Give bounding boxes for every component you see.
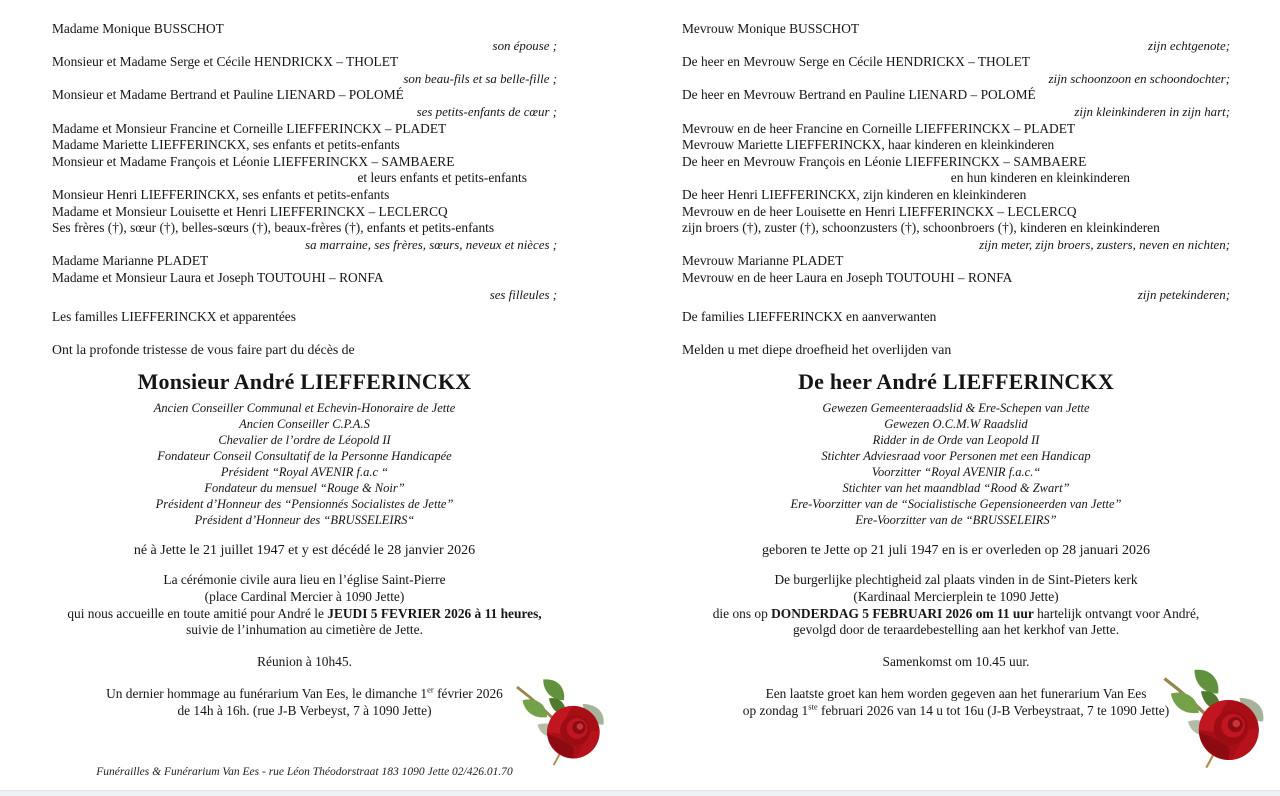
honor-line: Ancien Conseiller Communal et Echevin-Honoraire de Jette (153, 400, 456, 415)
family-line: Madame et Monsieur Francine et Corneille LIEFFERINCKX – PLADET (52, 120, 447, 136)
tribute-line (52, 686, 557, 703)
honor-line: Président d’Honneur des “Pensionnés Socialistes de Jette” (155, 497, 454, 512)
funeral-home-footer: Funérailles & Funérarium Van Ees - rue Léon Théodorstraat 183 1090 Jette 02/426.01.70 (96, 766, 513, 778)
honor-line: Ere-Voorzitter van de “Socialistische Gepensioneerden van Jette” (790, 497, 1122, 512)
honors-list (52, 400, 557, 529)
honor-line: Fondateur Conseil Consultatif de la Personne Handicapée (157, 448, 452, 463)
relation-line: zijn echtgenote; (1148, 38, 1230, 53)
family-line: zijn broers (†), zuster (†), schoonzusters (†), schoonbroers (†), kinderen en kleinkinderen (682, 220, 1160, 236)
rose-image (1158, 660, 1276, 770)
honor-line: Ridder in de Orde van Leopold II (872, 432, 1040, 447)
honor-line: Stichter Adviesraad voor Personen met een Handicap (821, 448, 1091, 463)
ceremony-line: (place Cardinal Mercier à 1090 Jette) (204, 589, 405, 605)
family-line: Monsieur et Madame François et Léonie LIEFFERINCKX – SAMBAERE (52, 153, 455, 169)
tribute-paragraph (52, 686, 557, 719)
ceremony-line: suivie de l’inhumation au cimetière de Jette. (186, 622, 423, 638)
meeting-line: Réunion à 10h45. (257, 653, 352, 669)
relation-line: ses petits-enfants de cœur ; (416, 104, 557, 119)
family-line: Madame et Monsieur Laura et Joseph TOUTOUHI – RONFA (52, 269, 384, 285)
tribute-line: de 14h à 16h. (rue J-B Verbeyst, 7 à 1090 Jette) (177, 703, 432, 718)
honor-line: Président “Royal AVENIR f.a.c “ (220, 465, 389, 480)
ceremony-line: (Kardinaal Mercierplein te 1090 Jette) (853, 589, 1059, 605)
honor-line: Fondateur du mensuel “Rouge & Noir” (204, 481, 405, 496)
ceremony-line: De burgerlijke plechtigheid zal plaats vinden in de Sint-Pieters kerk (774, 572, 1138, 588)
ceremony-line: gevolgd door de teraardebestelling aan het kerkhof van Jette. (792, 622, 1120, 638)
relation-line: son beau-fils et sa belle-fille ; (403, 71, 557, 86)
tribute-paragraph (682, 686, 1230, 719)
family-line: De heer en Mevrouw François en Léonie LIEFFERINCKX – SAMBAERE (682, 153, 1087, 169)
honor-line: Ere-Voorzitter van de “BRUSSELEIRS” (855, 513, 1057, 528)
relation-line: zijn petekinderen; (1137, 287, 1230, 302)
honor-line: Stichter van het maandblad “Rood & Zwart” (842, 481, 1070, 496)
column-french (52, 21, 557, 720)
family-line: Monsieur Henri LIEFFERINCKX, ses enfants et petits-enfants (52, 186, 390, 202)
ceremony-line: La cérémonie civile aura lieu en l’église Saint-Pierre (163, 572, 446, 588)
announcement-line: Ont la profonde tristesse de vous faire part du décès de (52, 341, 355, 357)
ceremony-date-bold: DONDERDAG 5 FEBRUARI 2026 om 11 uur (771, 605, 1034, 621)
family-line: Mevrouw Monique BUSSCHOT (682, 21, 860, 36)
family-line: De heer Henri LIEFFERINCKX, zijn kinderen en kleinkinderen (682, 186, 1027, 202)
birth-death-line: né à Jette le 21 juillet 1947 et y est décédé le 28 janvier 2026 (133, 543, 476, 559)
tribute-text: op zondag 1 (742, 703, 809, 718)
honor-line: Président d’Honneur des “BRUSSELEIRS“ (194, 513, 415, 528)
announcement-line: Melden u met diepe droefheid het overlijden van (682, 341, 952, 357)
family-line: Mevrouw Mariette LIEFFERINCKX, haar kinderen en kleinkinderen (682, 137, 1055, 153)
honor-line: Chevalier de l’ordre de Léopold II (218, 432, 391, 447)
families-line: Les familles LIEFFERINCKX et apparentées (52, 309, 296, 325)
family-line: Mevrouw en de heer Laura en Joseph TOUTOUHI – RONFA (682, 269, 1013, 285)
ceremony-text: die ons op (712, 605, 772, 621)
continuation-line: et leurs enfants et petits-enfants (357, 170, 527, 186)
ceremony-text: hartelijk ontvangt voor André, (1033, 605, 1200, 621)
family-line: Madame et Monsieur Louisette et Henri LIEFFERINCKX – LECLERCQ (52, 203, 448, 219)
family-line: Mevrouw en de heer Louisette en Henri LIEFFERINCKX – LECLERCQ (682, 203, 1077, 219)
tribute-text: februari 2026 van 14 u tot 16u (J-B Verbeystraat, 7 te 1090 Jette) (817, 703, 1170, 718)
relation-line: zijn kleinkinderen in zijn hart; (1074, 104, 1230, 119)
ceremony-date-bold: JEUDI 5 FEVRIER 2026 à 11 heures, (327, 605, 542, 621)
ceremony-line (682, 606, 1230, 623)
ceremony-paragraph (52, 572, 557, 638)
ceremony-line (52, 606, 557, 623)
honors-list (682, 400, 1230, 529)
birth-death-line: geboren te Jette op 21 juli 1947 en is er overleden op 28 januari 2026 (761, 543, 1150, 559)
scan-edge-strip (0, 790, 1280, 796)
family-line: Monsieur et Madame Bertrand et Pauline LIENARD – POLOMÉ (52, 87, 404, 103)
honor-line: Gewezen O.C.M.W Raadslid (884, 416, 1028, 431)
ceremony-text: qui nous accueille en toute amitié pour André le (67, 605, 328, 621)
honor-line: Voorzitter “Royal AVENIR f.a.c.“ (871, 465, 1041, 480)
relation-line: zijn schoonzoon en schoondochter; (1048, 71, 1230, 86)
honor-line: Gewezen Gemeenteraadslid & Ere-Schepen van Jette (822, 400, 1090, 415)
ordinal-superscript: er (427, 684, 434, 695)
relation-line: zijn meter, zijn broers, zusters, neven en nichten; (979, 237, 1230, 252)
family-line: Madame Monique BUSSCHOT (52, 21, 224, 36)
relation-line: sa marraine, ses frères, sœurs, neveux et nièces ; (305, 237, 557, 252)
tribute-text: Un dernier hommage au funérarium Van Ees, le dimanche 1 (106, 686, 428, 702)
rose-image (511, 672, 615, 766)
family-line: Mevrouw en de heer Francine en Corneille LIEFFERINCKX – PLADET (682, 120, 1076, 136)
family-line: Mevrouw Marianne PLADET (682, 253, 844, 269)
deceased-name: De heer André LIEFFERINCKX (798, 368, 1114, 394)
deceased-name: Monsieur André LIEFFERINCKX (137, 368, 472, 394)
families-line: De families LIEFFERINCKX en aanverwanten (682, 309, 937, 325)
tribute-line: Een laatste groet kan hem worden gegeven aan het funerarium Van Ees (765, 686, 1147, 702)
tribute-text: février 2026 (433, 686, 503, 702)
honor-line: Ancien Conseiller C.P.A.S (239, 416, 370, 431)
ordinal-superscript: ste (808, 701, 818, 712)
relation-line: ses filleules ; (489, 287, 557, 302)
family-line: Ses frères (†), sœur (†), belles-sœurs (†), beaux-frères (†), enfants et petits-enfants (52, 220, 495, 236)
column-dutch (682, 21, 1230, 720)
continuation-line: en hun kinderen en kleinkinderen (950, 170, 1130, 186)
tribute-line (682, 703, 1230, 720)
relation-line: son épouse ; (492, 38, 557, 53)
family-line: De heer en Mevrouw Serge en Cécile HENDRICKX – THOLET (682, 54, 1030, 70)
family-line: Madame Marianne PLADET (52, 253, 209, 269)
ceremony-paragraph (682, 572, 1230, 638)
family-line: Madame Mariette LIEFFERINCKX, ses enfants et petits-enfants (52, 137, 400, 153)
meeting-line: Samenkomst om 10.45 uur. (882, 653, 1030, 669)
family-line: Monsieur et Madame Serge et Cécile HENDRICKX – THOLET (52, 54, 399, 70)
family-line: De heer en Mevrouw Bertrand en Pauline LIENARD – POLOMÉ (682, 87, 1036, 103)
